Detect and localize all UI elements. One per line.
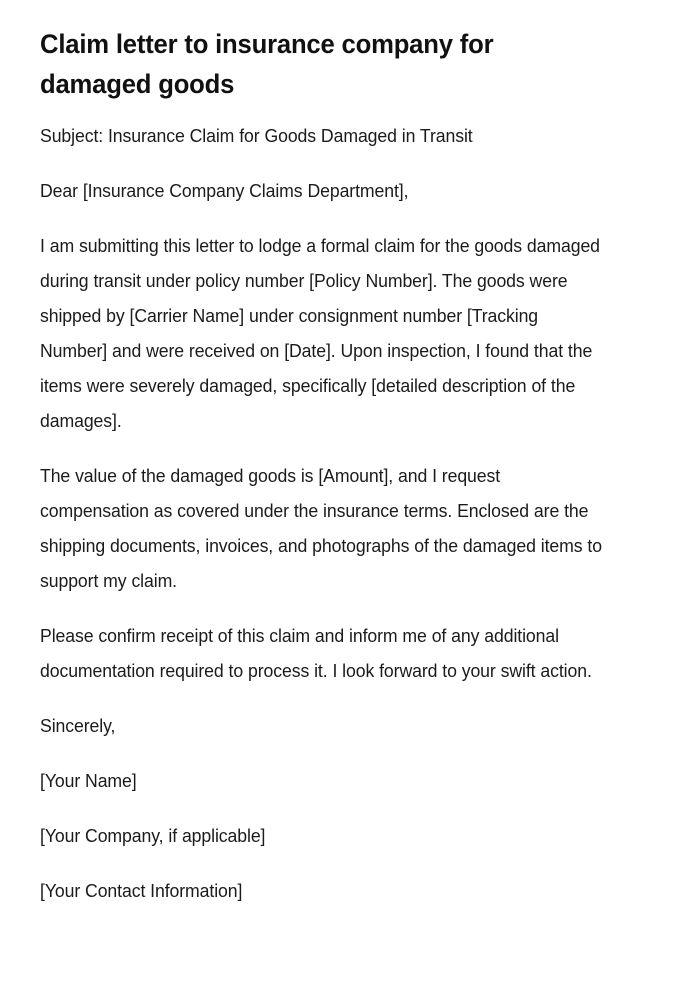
letter-body — [40, 118, 636, 908]
page-title: Claim letter to insurance company for damaged goods — [40, 29, 494, 99]
signature-name: [Your Name] — [40, 770, 137, 791]
paragraph-salutation: Dear [Insurance Company Claims Department], — [40, 180, 409, 201]
signature-company: [Your Company, if applicable] — [40, 825, 266, 846]
paragraph-claim-details: I am submitting this letter to lodge a formal claim for the goods damaged during transit under policy number [Policy Number]. The goods were shipped by [Carrier Name] under consignment number [Tracking Number] and were received on [Date]. Upon inspection, I found that the items were severely damaged, specifically [detailed description of the damages]. — [40, 235, 600, 431]
paragraph-subject: Subject: Insurance Claim for Goods Damaged in Transit — [40, 125, 473, 146]
paragraph-closing: Sincerely, — [40, 715, 116, 736]
paragraph-confirmation: Please confirm receipt of this claim and inform me of any additional documentation required to process it. I look forward to your swift action. — [40, 625, 592, 681]
signature-contact: [Your Contact Information] — [40, 880, 243, 901]
paragraph-value-request: The value of the damaged goods is [Amount], and I request compensation as covered under the insurance terms. Enclosed are the shipping documents, invoices, and photographs of the damaged items to support my claim. — [40, 465, 602, 591]
